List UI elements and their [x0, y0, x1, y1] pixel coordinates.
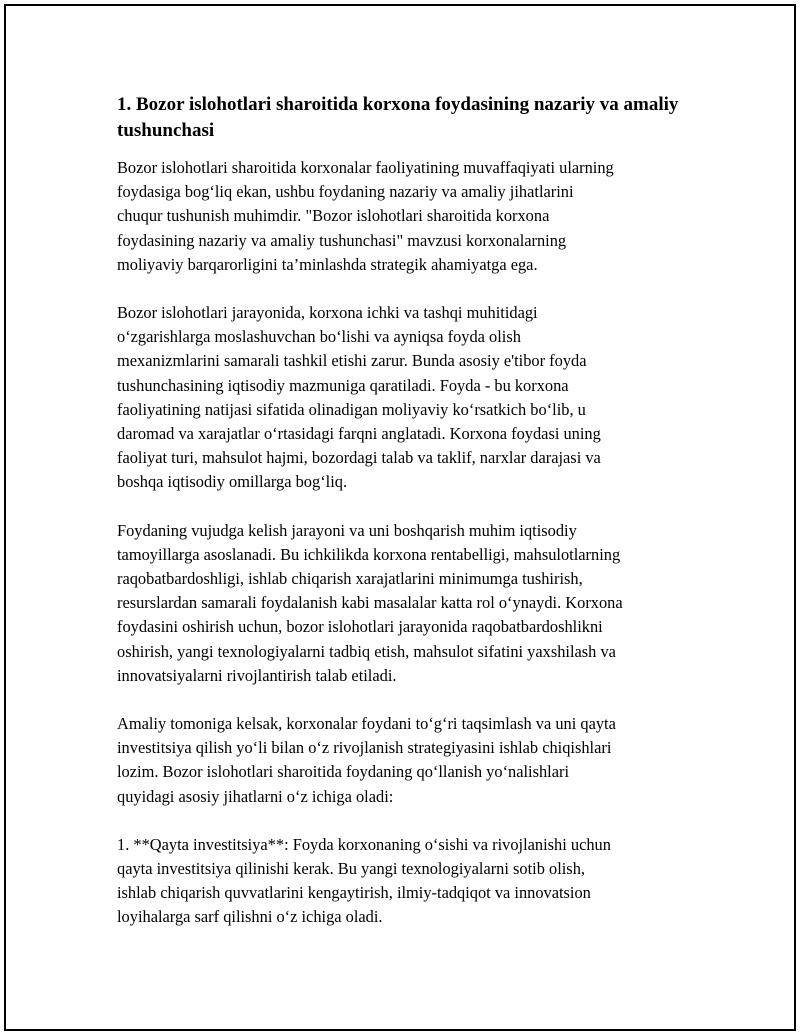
paragraph-management: Foydaning vujudga kelish jarayoni va uni boshqarish muhim iqtisodiy tamoyillarga asoslanadi. Bu ichkilikda korxona rentabelligi, mahsulotlarning raqobatbardoshligi, ishlab chiqarish xarajatlarini minimumga tushirish, resurslardan samarali foydalanish kabi masalalar katta rol o‘ynaydi. Korxona foydasini oshirish uchun, bozor islohotlari jarayonida raqobatbardoshlikni oshirish, yangi texnologiyalarni tadbiq etish, mahsulot sifatini yaxshilash va innovatsiyalarni rivojlantirish talab etiladi. — [117, 520, 623, 685]
paragraph-intro: Bozor islohotlari sharoitida korxonalar faoliyatining muvaffaqiyati ularning foydasiga bog‘liq ekan, ushbu foydaning nazariy va amaliy jihatlarini chuqur tushunish muhimdir. "Bozor islohotlari sharoitida korxona foydasining nazariy va amaliy tushunchasi" mavzusi korxonalarning moliyaviy barqarorligini ta’minlashda strategik ahamiyatga ega. — [117, 158, 614, 274]
paragraph-adaptation: Bozor islohotlari jarayonida, korxona ichki va tashqi muhitidagi o‘zgarishlarga moslashuvchan bo‘lishi va ayniqsa foyda olish mexanizmlarini samarali tashkil etishi zarur. Bunda asosiy e'tibor foyda tushunchasining iqtisodiy mazmuniga qaratiladi. Foyda - bu korxona faoliyatining natijasi sifatida olinadigan moliyaviy ko‘rsatkich bo‘lib, u daromad va xarajatlar o‘rtasidagi farqni anglatadi. Korxona foydasi uning faoliyat turi, mahsulot hajmi, bozordagi talab va taklif, narxlar darajasi va boshqa iqtisodiy omillarga bog‘liq. — [117, 303, 601, 492]
paragraph-practical: Amaliy tomoniga kelsak, korxonalar foydani to‘g‘ri taqsimlash va uni qayta investitsiya qilish yo‘li bilan o‘z rivojlanish strategiyasini ishlab chiqishlari lozim. Bozor islohotlari sharoitida foydaning qo‘llanish yo‘nalishlari quyidagi asosiy jihatlarni o‘z ichiga oladi: — [117, 714, 616, 806]
paragraph-reinvestment: 1. **Qayta investitsiya**: Foyda korxonaning o‘sishi va rivojlanishi uchun qayta investitsiya qilinishi kerak. Bu yangi texnologiyalarni sotib olish, ishlab chiqarish quvvatlarini kengaytirish, ilmiy-tadqiqot va innovatsion loyihalarga sarf qilishni o‘z ichiga oladi. — [117, 834, 611, 927]
section-heading: 1. Bozor islohotlari sharoitida korxona foydasining nazariy va amaliy tushunchasi — [117, 94, 679, 141]
document-body — [117, 92, 697, 930]
